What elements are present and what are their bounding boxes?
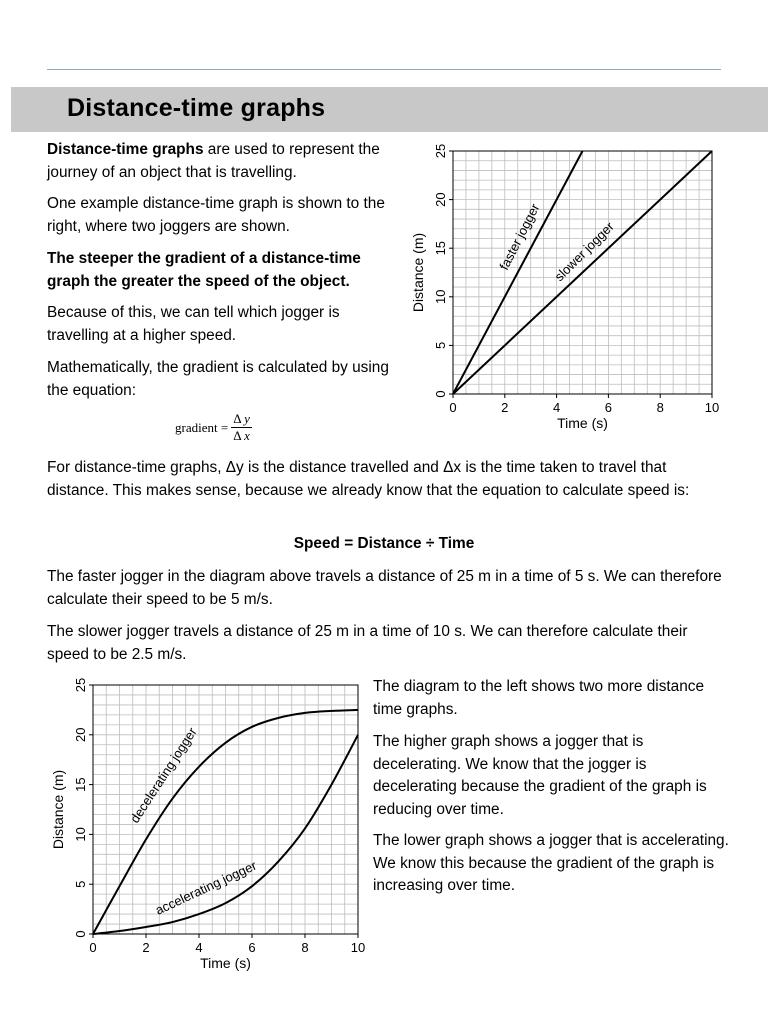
y-axis-label: Distance (m)	[50, 769, 66, 850]
y-tick-label: 0	[73, 930, 88, 938]
page-title: Distance-time graphs	[67, 94, 326, 122]
y-axis-label: Distance (m)	[410, 232, 426, 313]
title-band	[11, 87, 768, 132]
distance-time-graph-joggers	[400, 136, 730, 436]
body-paragraph-8: The slower jogger travels a distance of 25 m in a time of 10 s. We can therefore calculate their speed to be 2.5 m/s.	[47, 623, 688, 663]
key-statement: The steeper the gradient of a distance-time graph the greater the speed of the object.	[47, 250, 361, 290]
y-tick-label: 5	[433, 341, 448, 350]
x-axis-label: Time (s)	[557, 415, 608, 431]
top-rule	[47, 69, 721, 70]
x-tick-label: 2	[142, 940, 150, 955]
y-tick-label: 0	[433, 390, 448, 398]
y-tick-label: 10	[73, 827, 88, 842]
gradient-equation	[175, 411, 252, 444]
y-tick-label: 15	[73, 777, 88, 792]
x-tick-label: 0	[89, 940, 97, 955]
x-tick-label: 8	[656, 400, 664, 415]
accelerating-jogger-label: accelerating jogger	[152, 857, 259, 918]
second-paragraph-9: The diagram to the left shows two more distance time graphs.	[373, 678, 705, 718]
denominator-variable: x	[244, 428, 250, 443]
body-paragraph-6: For distance-time graphs, Δy is the distance travelled and Δx is the time taken to travel that distance. This makes sense, because we already know that the equation to calculate speed is:	[47, 459, 690, 499]
decelerating-jogger-label: decelerating jogger	[126, 724, 200, 826]
equation-denominator	[231, 428, 252, 444]
x-tick-label: 6	[248, 940, 256, 955]
y-tick-label: 20	[73, 727, 88, 743]
equation-fraction	[231, 411, 252, 444]
body-paragraph-7: The faster jogger in the diagram above travels a distance of 25 m in a time of 5 s. We can therefore calculate their speed to be 5 m/s.	[47, 568, 722, 608]
y-tick-label: 25	[433, 143, 448, 159]
intro-paragraph-4: Because of this, we can tell which jogger is travelling at a higher speed.	[47, 304, 340, 344]
numerator-variable: y	[244, 411, 250, 426]
y-tick-label: 5	[73, 880, 88, 888]
faster-jogger-label: faster jogger	[496, 201, 543, 273]
intro-paragraph-1	[47, 139, 397, 184]
graph-ticks	[73, 678, 365, 955]
y-tick-label: 10	[433, 289, 448, 305]
equation-numerator	[231, 411, 252, 428]
slower-jogger-label: slower jogger	[551, 218, 617, 285]
x-tick-label: 4	[195, 940, 203, 955]
x-tick-label: 6	[604, 400, 613, 415]
intro-paragraph-5: Mathematically, the gradient is calculated by using the equation:	[47, 359, 389, 399]
y-tick-label: 15	[433, 240, 448, 256]
distance-time-graph-acceleration	[40, 675, 370, 980]
equation-lhs: gradient =	[175, 419, 229, 435]
x-tick-label: 8	[301, 940, 309, 955]
delta-symbol: Δ	[233, 428, 242, 443]
x-tick-label: 0	[449, 400, 457, 415]
delta-symbol: Δ	[233, 411, 242, 426]
y-tick-label: 25	[73, 677, 88, 693]
speed-equation: Speed = Distance ÷ Time	[293, 535, 475, 552]
second-paragraph-10: The higher graph shows a jogger that is decelerating. We know that the jogger is decelerating because the gradient of the graph is reducing over time.	[373, 733, 707, 818]
x-tick-label: 10	[704, 400, 720, 415]
x-axis-label: Time (s)	[200, 955, 251, 971]
x-tick-label: 10	[350, 940, 366, 955]
x-tick-label: 4	[552, 400, 561, 415]
intro-paragraph-2: One example distance-time graph is shown to the right, where two joggers are shown.	[47, 195, 385, 235]
y-tick-label: 20	[433, 192, 448, 207]
intro-bold-term: Distance-time graphs	[47, 141, 204, 158]
x-tick-label: 2	[501, 400, 509, 415]
intro-text: are used to represent the journey of an object that is travelling.	[47, 141, 380, 181]
second-paragraph-11: The lower graph shows a jogger that is accelerating. We know this because the gradient of the graph is increasing over time.	[373, 832, 729, 894]
